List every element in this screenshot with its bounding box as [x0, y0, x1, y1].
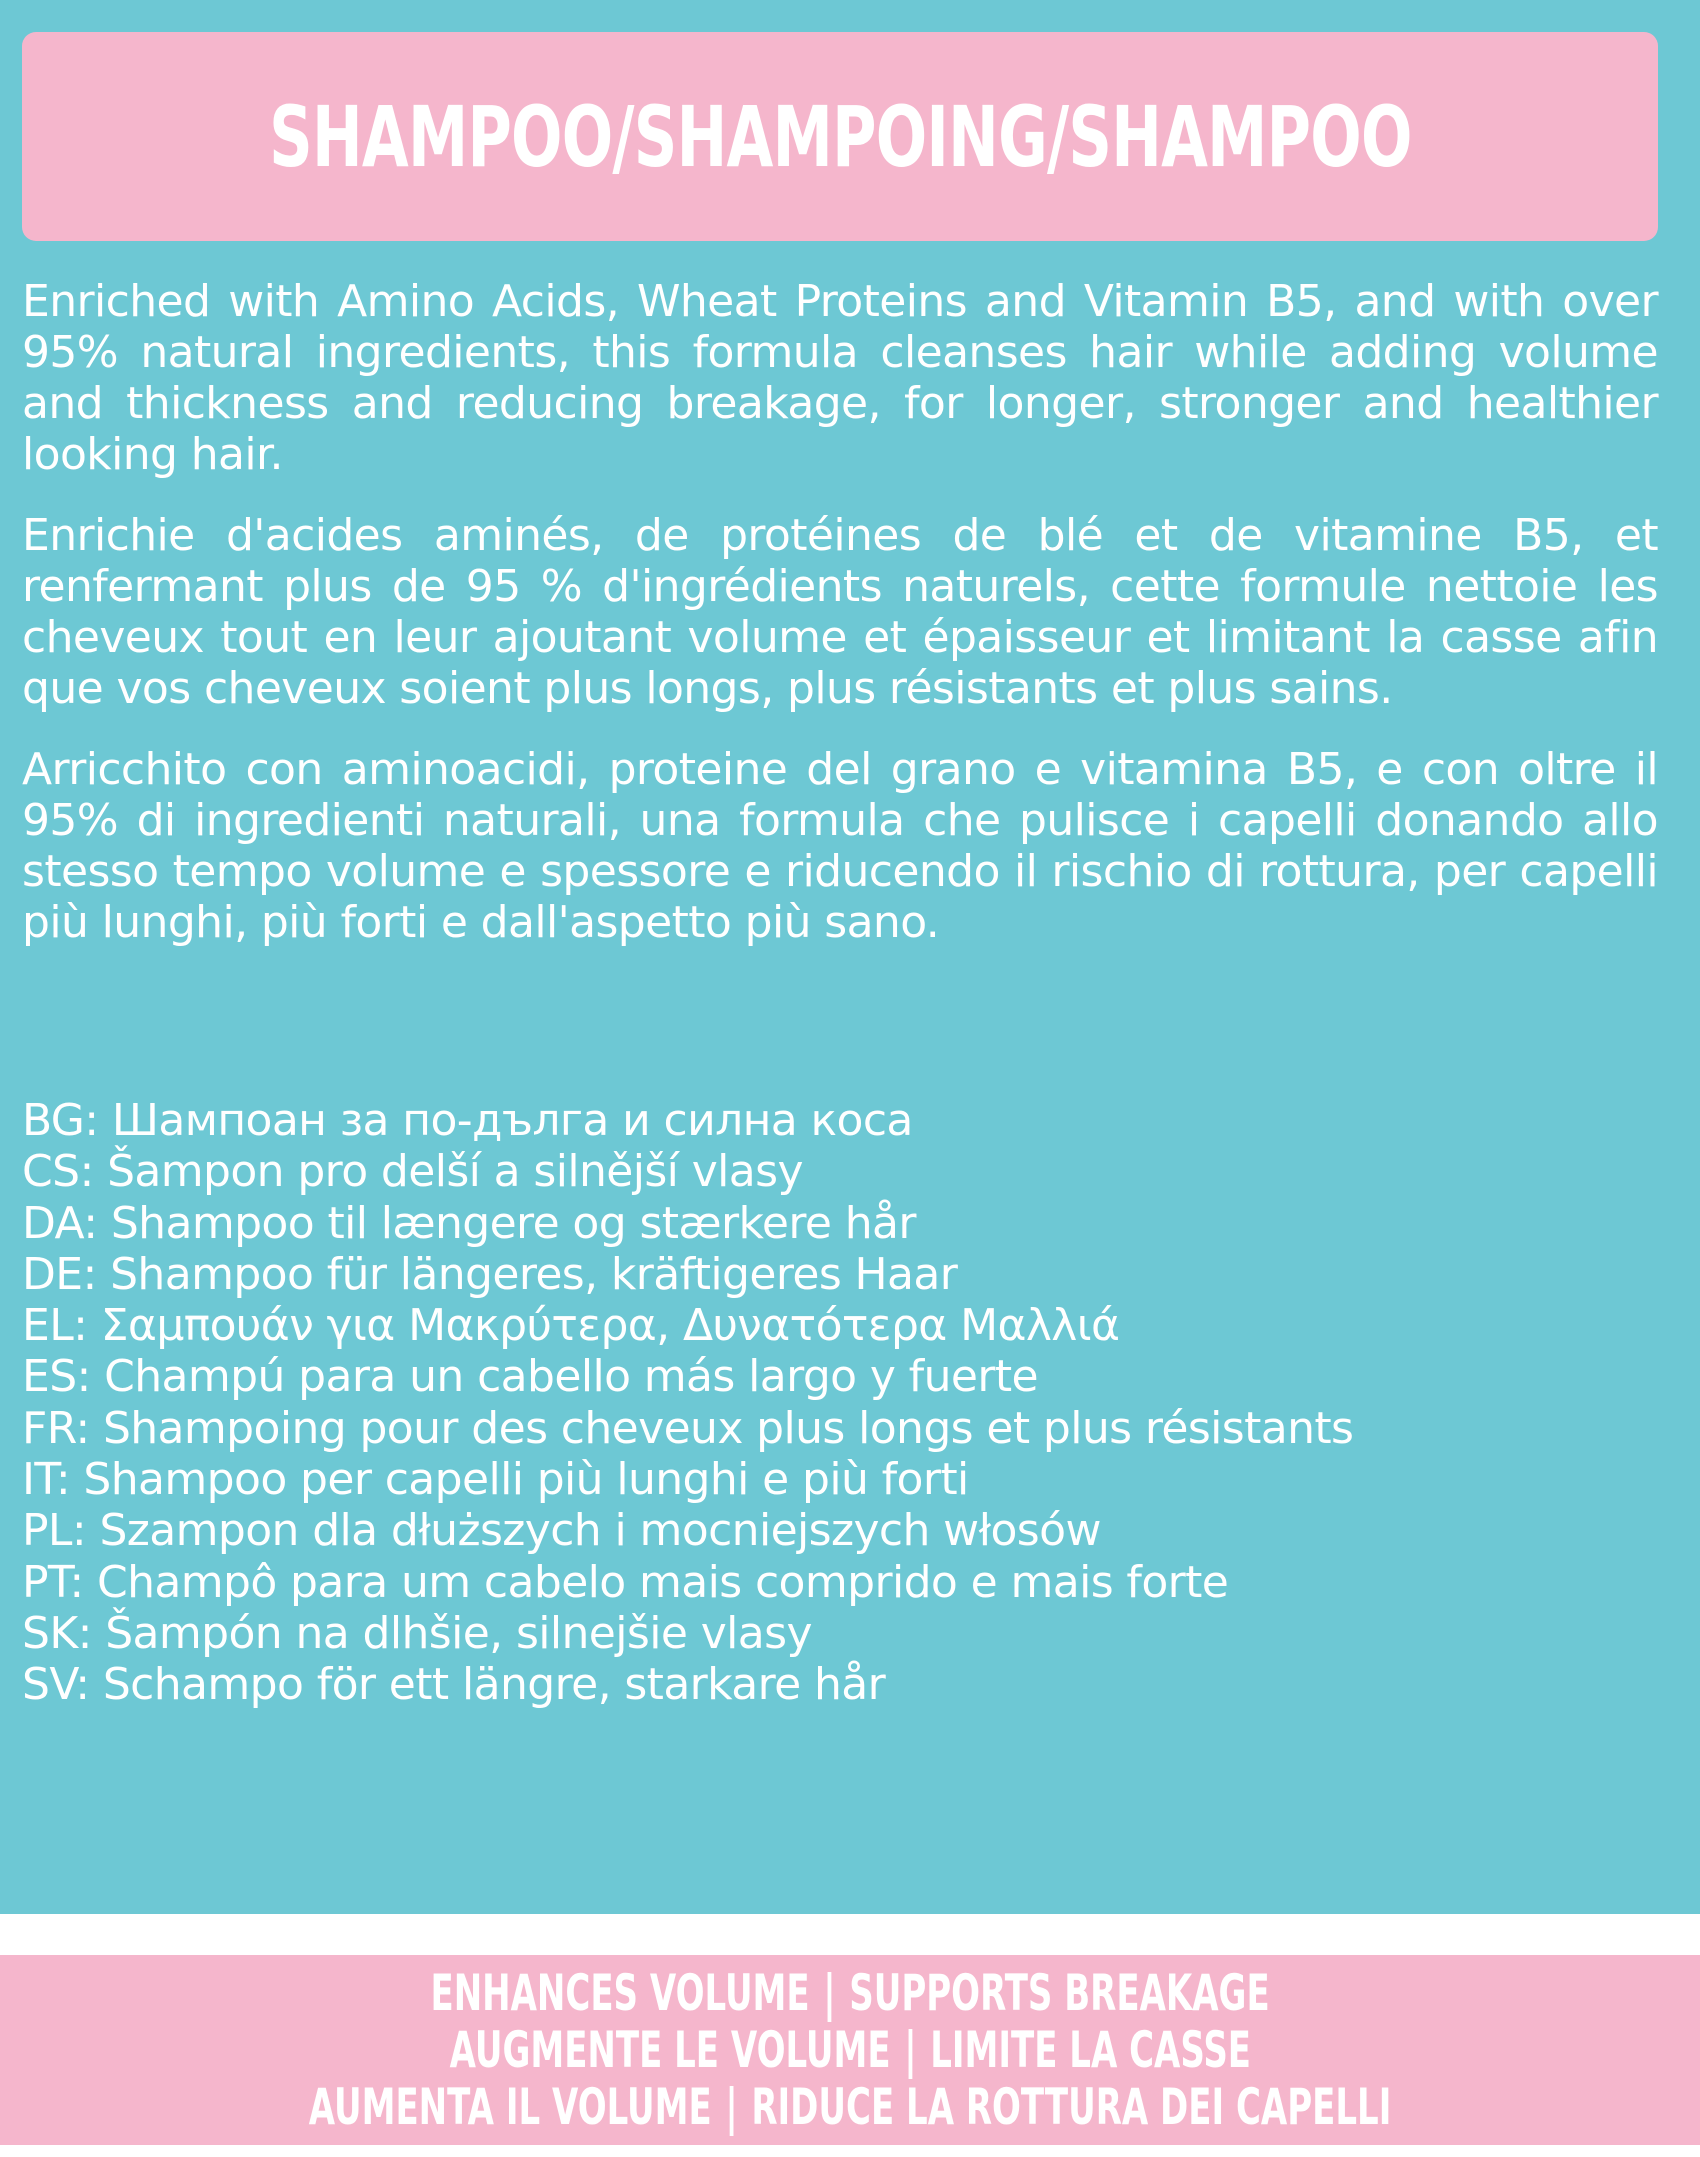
- page-title: SHAMPOO/SHAMPOING/SHAMPOO: [268, 87, 1412, 186]
- claim-line-fr: [449, 2022, 1250, 2079]
- claim-left: ENHANCES VOLUME: [430, 1963, 810, 2022]
- translation-item-it: IT: Shampoo per capelli più lunghi e più forti: [22, 1454, 969, 1506]
- claim-right: LIMITE LA CASSE: [929, 2020, 1251, 2079]
- description-fr: Enrichie d'acides aminés, de protéines de blé et de vitamine B5, et renfermant plus de 95 % d'ingrédients naturels, cette formule nettoie les cheveux tout en leur ajoutant volume et épaisseur et limitant la casse afin que vos cheveux soient plus longs, plus résistants et plus sains.: [22, 510, 1658, 714]
- claim-separator: |: [903, 2020, 917, 2079]
- claim-separator: |: [725, 2077, 738, 2136]
- title-banner: [22, 32, 1658, 241]
- translation-item-cs: CS: Šampon pro delší a silnější vlasy: [22, 1146, 803, 1198]
- description-section: [22, 276, 1658, 978]
- translation-item-sv: SV: Schampo för ett längre, starkare hår: [22, 1659, 886, 1711]
- claim-line-en: [430, 1965, 1269, 2022]
- description-en: Enriched with Amino Acids, Wheat Proteins and Vitamin B5, and with over 95% natural ingredients, this formula cleanses hair while adding volume and thickness and reducing breakage, for longer, stronger and healthier looking hair.: [22, 276, 1658, 480]
- description-it: Arricchito con aminoacidi, proteine del grano e vitamina B5, e con oltre il 95% di ingredienti naturali, una formula che pulisce i capelli donando allo stesso tempo volume e spessore e riducendo il rischio di rottura, per capelli più lunghi, più forti e dall'aspetto più sano.: [22, 744, 1658, 948]
- translation-item-da: DA: Shampoo til længere og stærkere hår: [22, 1197, 916, 1249]
- claim-separator: |: [823, 1963, 836, 2022]
- translation-item-bg: BG: Шампоан за по-дълга и силна коса: [22, 1095, 913, 1146]
- translation-item-pl: PL: Szampon dla dłuższych i mocniejszych włosów: [22, 1505, 1101, 1557]
- claim-left: AUGMENTE LE VOLUME: [449, 2020, 891, 2079]
- translation-item-el: EL: Σαμπουάν για Μακρύτερα, Δυνατότερα Μαλλιά: [22, 1300, 1120, 1352]
- claims-banner: [0, 1955, 1700, 2145]
- translation-item-de: DE: Shampoo für längeres, kräftigeres Haar: [22, 1248, 958, 1300]
- claim-left: AUMENTA IL VOLUME: [308, 2077, 712, 2136]
- claim-right: RIDUCE LA ROTTURA DEI CAPELLI: [751, 2077, 1392, 2136]
- translation-item-sk: SK: Šampón na dlhšie, silnejšie vlasy: [22, 1607, 812, 1659]
- translation-list: [22, 1095, 1658, 1711]
- translation-item-fr: FR: Shampoing pour des cheveux plus longs et plus résistants: [22, 1402, 1354, 1454]
- claim-line-it: [309, 2079, 1392, 2136]
- translation-item-es: ES: Champú para un cabello más largo y fuerte: [22, 1351, 1038, 1403]
- claim-right: SUPPORTS BREAKAGE: [849, 1963, 1270, 2022]
- translation-item-pt: PT: Champô para um cabelo mais comprido e mais forte: [22, 1556, 1229, 1608]
